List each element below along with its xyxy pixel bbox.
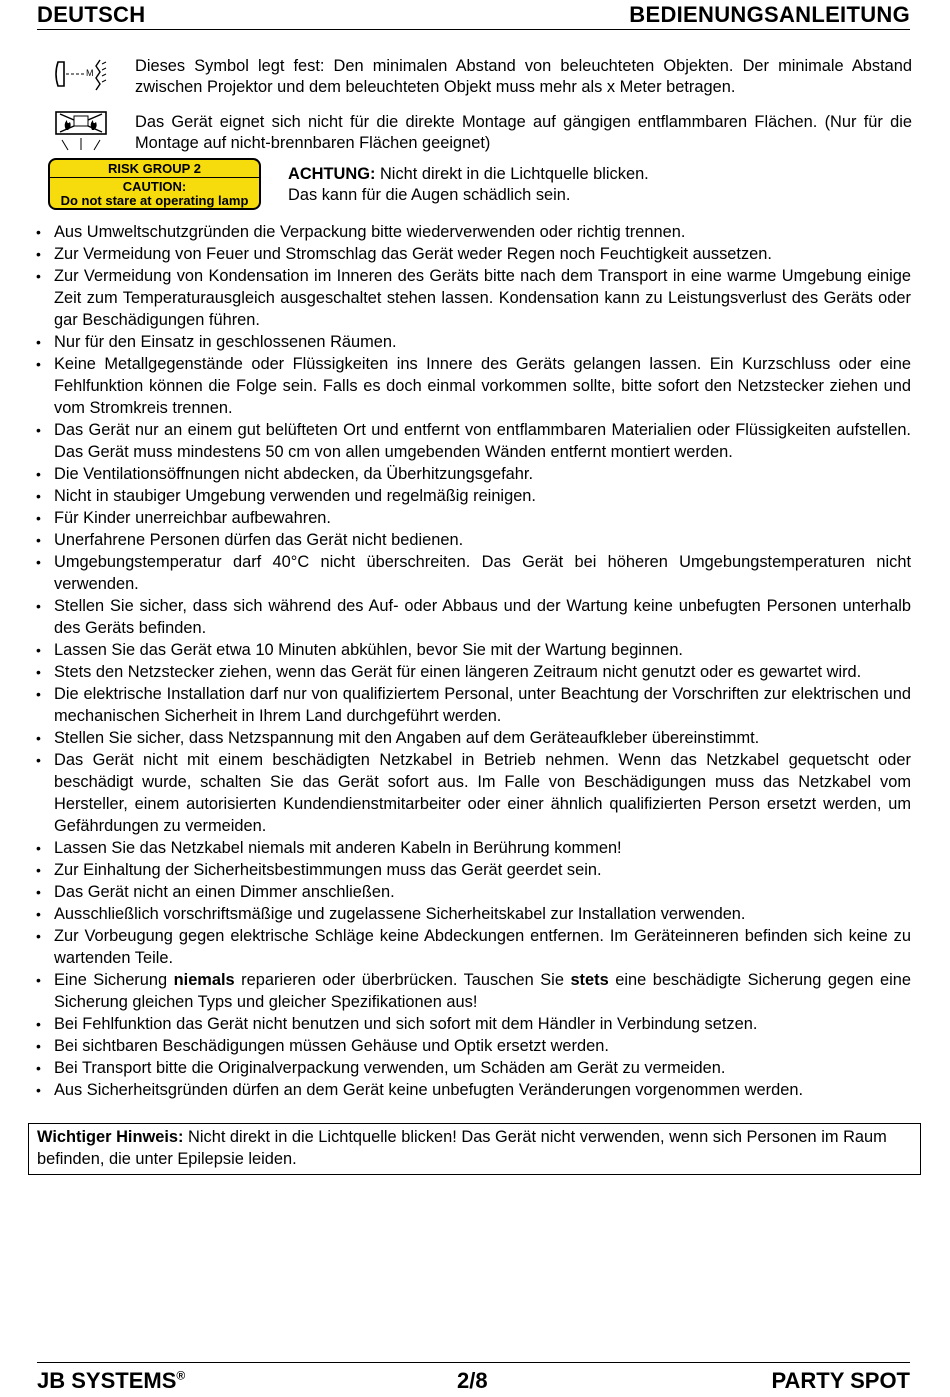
risk-group-text: RISK GROUP 2 [50,160,259,178]
symbol-description-no-flammable: Das Gerät eignet sich nicht für die direkte Montage auf gängigen entflammbaren Flächen. (Nur für die Montage auf nicht-brennbaren Flächen geeignet) [135,113,912,152]
risk-group-warning-label [48,158,261,210]
list-item: • Für Kinder unerreichbar aufbewahren. [36,507,911,529]
list-item: • Nicht in staubiger Umgebung verwenden und regelmäßig reinigen. [36,485,911,507]
achtung-text-2: Das kann für die Augen schädlich sein. [288,186,571,204]
symbol-description-min-distance: Dieses Symbol legt fest: Den minimalen Abstand von beleuchteten Objekten. Der minimale Abstand zwischen Projektor und dem beleuchteten Objekt muss mehr als x Meter betragen. [135,57,912,96]
footer-brand [37,1368,185,1394]
list-item: • Lassen Sie das Netzkabel niemals mit anderen Kabeln in Berührung kommen! [36,837,911,859]
header-doc-type: BEDIENUNGSANLEITUNG [629,2,910,27]
list-item: • Nur für den Einsatz in geschlossenen Räumen. [36,331,911,353]
list-item: • Zur Vorbeugung gegen elektrische Schläge keine Abdeckungen entfernen. Im Geräteinneren befinden sich keine zu wartenden Teile. [36,925,911,969]
fuse-emphasis-never: niemals [173,971,235,989]
fuse-emphasis-always: stets [570,971,609,989]
page-header [37,2,910,30]
list-item: • Aus Umweltschutzgründen die Verpackung bitte wiederverwenden oder richtig trennen. [36,221,911,243]
list-item: • Unerfahrene Personen dürfen das Gerät nicht bedienen. [36,529,911,551]
svg-text:M: M [86,68,94,78]
fuse-text-1: Eine Sicherung [54,971,174,989]
page-footer [37,1362,910,1395]
important-notice-box [28,1123,921,1175]
min-distance-icon [52,56,112,92]
header-language: DEUTSCH [37,2,146,27]
list-item-fuse [36,969,911,1013]
achtung-label: ACHTUNG: [288,165,376,183]
notice-text: Nicht direkt in die Lichtquelle blicken! Das Gerät nicht verwenden, wenn sich Personen im Raum befinden, die unter Epilepsie leiden. [37,1128,887,1168]
registered-mark: ® [176,1368,186,1383]
list-item: • Bei Transport bitte die Originalverpackung verwenden, um Schäden am Gerät zu vermeiden. [36,1057,911,1079]
list-item: • Zur Vermeidung von Kondensation im Inneren des Geräts bitte nach dem Transport in eine warme Umgebung einige Zeit zum Temperaturausgleich ausgeschaltet stehen lassen. Kondensation kann zu Leistungsverlust des Geräts oder gar Beschädigungen führen. [36,265,911,331]
list-item: • Stellen Sie sicher, dass sich während des Auf- oder Abbaus und der Wartung keine unbefugten Personen unterhalb des Geräts befinden. [36,595,911,639]
list-item: • Bei sichtbaren Beschädigungen müssen Gehäuse und Optik ersetzt werden. [36,1035,911,1057]
list-item: • Keine Metallgegenstände oder Flüssigkeiten ins Innere des Geräts gelangen lassen. Ein Kurzschluss oder eine Fehlfunktion können die Folge sein. Falls es doch einmal vorkommen sollte, bitte sofort den Netzstecker ziehen und vom Stromkreis trennen. [36,353,911,419]
list-item: • Das Gerät nicht an einen Dimmer anschließen. [36,881,911,903]
list-item: • Das Gerät nicht mit einem beschädigten Netzkabel in Betrieb nehmen. Wenn das Netzkabel gequetscht oder beschädigt wurde, schalten Sie das Gerät sofort aus. Im Falle von Beschädigungen muss das Netzkabel vom Hersteller, einem autorisierten Kundendienstmitarbeiter oder einer ähnlich qualifizierten Person ersetzt werden, um Gefährdungen zu vermeiden. [36,749,911,837]
footer-brand-name: JB SYSTEMS [37,1368,177,1393]
safety-instructions-list [36,221,911,1101]
caution-text: CAUTION: [122,179,187,194]
achtung-warning [288,164,649,206]
list-item: • Aus Sicherheitsgründen dürfen an dem Gerät keine unbefugten Veränderungen vorgenommen werden. [36,1079,911,1101]
list-item: • Lassen Sie das Gerät etwa 10 Minuten abkühlen, bevor Sie mit der Wartung beginnen. [36,639,911,661]
achtung-text-1: Nicht direkt in die Lichtquelle blicken. [379,165,649,183]
list-item: • Die Ventilationsöffnungen nicht abdecken, da Überhitzungsgefahr. [36,463,911,485]
notice-label: Wichtiger Hinweis: [37,1128,184,1146]
list-item: • Ausschließlich vorschriftsmäßige und zugelassene Sicherheitskabel zur Installation verwenden. [36,903,911,925]
no-flammable-surface-icon [54,110,108,154]
list-item: • Das Gerät nur an einem gut belüfteten Ort und entfernt von entflammbaren Materialien oder Flüssigkeiten aufstellen. Das Gerät muss mindestens 50 cm von allen umgebenden Wänden entfernt montiert werden. [36,419,911,463]
list-item: • Zur Einhaltung der Sicherheitsbestimmungen muss das Gerät geerdet sein. [36,859,911,881]
list-item: • Stets den Netzstecker ziehen, wenn das Gerät für einen längeren Zeitraum nicht genutzt oder es gewartet wird. [36,661,911,683]
do-not-stare-text: Do not stare at operating lamp [60,193,249,208]
page-number: 2/8 [457,1368,488,1393]
fuse-text-2: reparieren oder überbrücken. Tauschen Sie [234,971,571,989]
list-item: • Bei Fehlfunktion das Gerät nicht benutzen und sich sofort mit dem Händler in Verbindung setzen. [36,1013,911,1035]
footer-product: PARTY SPOT [771,1368,910,1393]
list-item: • Die elektrische Installation darf nur von qualifiziertem Personal, unter Beachtung der Vorschriften zur elektrischen und mechanischen Sicherheit in Ihrem Land durchgeführt werden. [36,683,911,727]
fuse-text-3: eine beschädigte Sicherung gegen eine Sicherung gleichen Typs und gleicher Spezifikationen aus! [54,971,911,1011]
list-item: • Umgebungstemperatur darf 40°C nicht überschreiten. Das Gerät bei höheren Umgebungstemperaturen nicht verwenden. [36,551,911,595]
list-item: • Stellen Sie sicher, dass Netzspannung mit den Angaben auf dem Geräteaufkleber übereinstimmt. [36,727,911,749]
list-item: • Zur Vermeidung von Feuer und Stromschlag das Gerät weder Regen noch Feuchtigkeit aussetzen. [36,243,911,265]
